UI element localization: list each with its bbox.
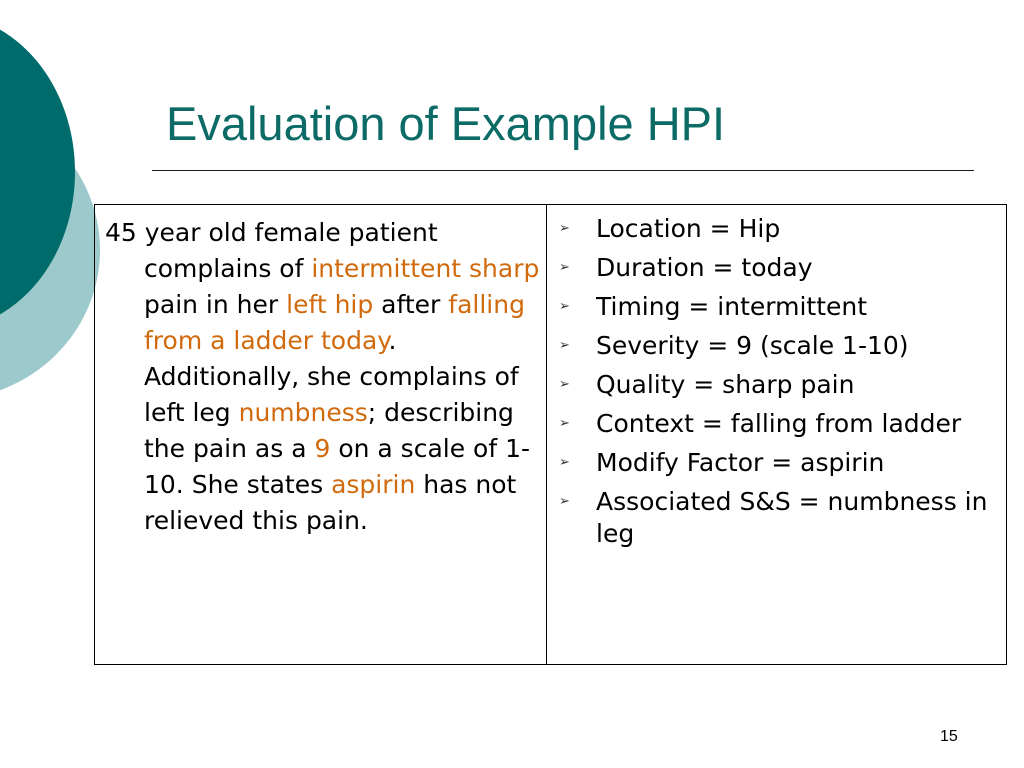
narrative-text: pain in her	[144, 290, 287, 319]
factor-label: Severity = 9 (scale 1-10)	[596, 331, 909, 360]
narrative-text: . Additionally, she complains of left leg	[144, 326, 519, 427]
highlight-location: left hip	[286, 290, 374, 319]
highlight-modifying-factor: aspirin	[331, 470, 416, 499]
highlight-timing-quality: intermittent sharp	[311, 254, 540, 283]
highlight-associated: numbness	[238, 398, 368, 427]
list-item	[559, 408, 1006, 440]
page-number: 15	[940, 728, 958, 745]
factor-label: Associated S&S = numbness in leg	[596, 487, 988, 548]
arrow-bullet-icon: ➢	[559, 299, 570, 314]
hpi-narrative	[105, 215, 546, 539]
list-item	[559, 213, 1006, 245]
narrative-cell	[95, 205, 547, 665]
arrow-bullet-icon: ➢	[559, 494, 570, 509]
list-item	[559, 291, 1006, 323]
hpi-elements-list	[547, 213, 1006, 550]
title-divider	[152, 170, 974, 171]
narrative-text: after	[373, 290, 449, 319]
arrow-bullet-icon: ➢	[559, 221, 570, 236]
factor-label: Quality = sharp pain	[596, 370, 855, 399]
list-item	[559, 447, 1006, 479]
highlight-context-duration: falling from a ladder today	[144, 290, 525, 355]
list-item	[559, 369, 1006, 401]
arrow-bullet-icon: ➢	[559, 377, 570, 392]
slide-title: Evaluation of Example HPI	[166, 97, 726, 150]
arrow-bullet-icon: ➢	[559, 455, 570, 470]
list-item	[559, 330, 1006, 362]
list-item	[559, 252, 1006, 284]
list-item	[559, 486, 1006, 550]
factor-label: Timing = intermittent	[596, 292, 868, 321]
highlight-severity: 9	[314, 434, 331, 463]
arrow-bullet-icon: ➢	[559, 338, 570, 353]
narrative-text: on a scale of 1-10. She states	[144, 434, 531, 499]
factor-label: Modify Factor = aspirin	[596, 448, 885, 477]
narrative-text: 45 year old female patient complains of	[105, 218, 438, 283]
factor-label: Context = falling from ladder	[596, 409, 962, 438]
factor-label: Location = Hip	[596, 214, 781, 243]
arrow-bullet-icon: ➢	[559, 416, 570, 431]
hpi-table	[94, 204, 1007, 665]
narrative-text: ; describing the pain as a	[144, 398, 514, 463]
arrow-bullet-icon: ➢	[559, 260, 570, 275]
narrative-text: has not relieved this pain.	[144, 470, 517, 535]
factor-label: Duration = today	[596, 253, 813, 282]
factors-cell	[547, 205, 1007, 665]
